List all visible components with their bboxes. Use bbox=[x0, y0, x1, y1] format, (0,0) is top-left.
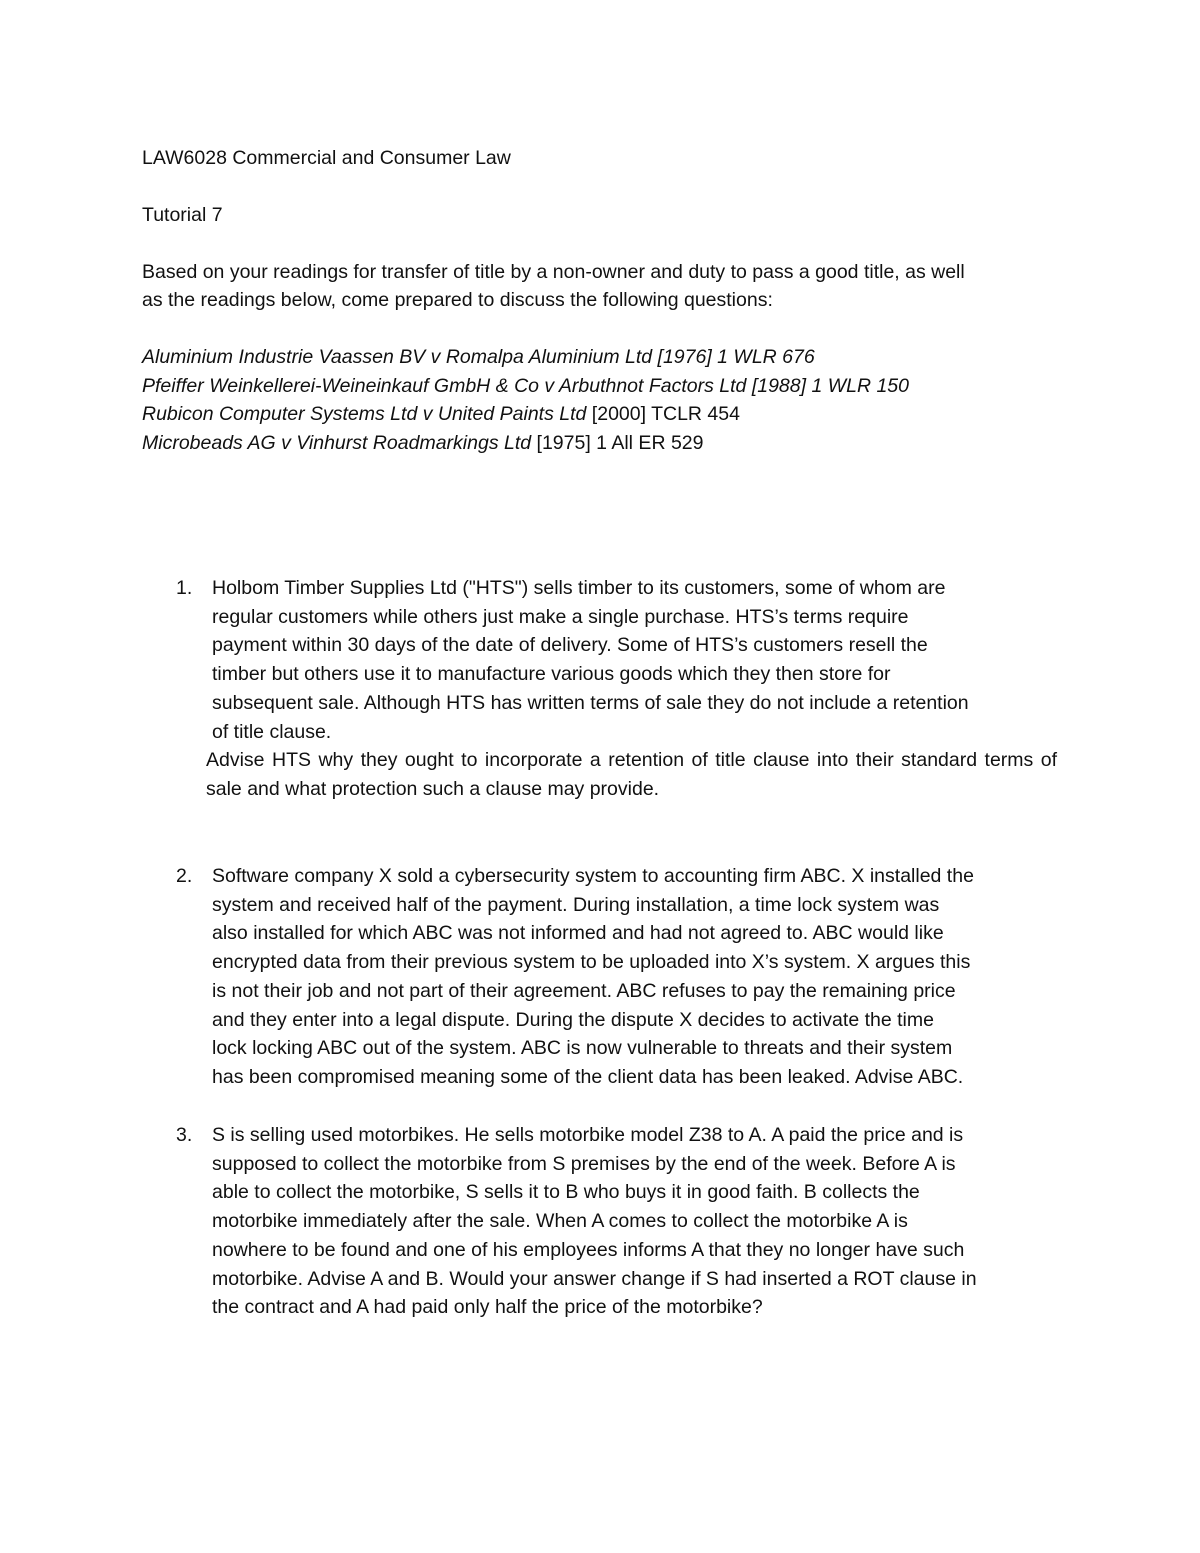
question-text: S is selling used motorbikes. He sells motorbike model Z38 to A. A paid the price and is supposed to collect the motorbike from S premises by the end of the week. Before A is able to collect the motorbike, S sells it to B who buys it in good faith. B collects the motorbike immediately after the sale. When A comes to collect the motorbike A is nowhere to be found and one of his employees informs A that they no longer have such motorbike. Advise A and B. Would your answer change if S had inserted a ROT clause in the contract and A had paid only half the price of the motorbike? bbox=[212, 1124, 977, 1319]
reading-citation: Pfeiffer Weinkellerei-Weineinkauf GmbH & Co v Arbuthnot Factors Ltd [1988] 1 WLR 150 bbox=[142, 375, 909, 397]
question-number: 3. bbox=[176, 1124, 193, 1146]
question-text: Software company X sold a cybersecurity system to accounting firm ABC. X installed the system and received half of the payment. During installation, a time lock system was also installed for which ABC was not informed and had not agreed to. ABC would like encrypted data from their previous system to be uploaded into X’s system. X argues this is not their job and not part of their agreement. ABC refuses to pay the remaining price and they enter into a legal dispute. During the dispute X decides to activate the time lock locking ABC out of the system. ABC is now vulnerable to threats and their system has been compromised meaning some of the client data has been leaked. Advise ABC. bbox=[212, 865, 974, 1088]
course-title: LAW6028 Commercial and Consumer Law bbox=[142, 147, 511, 169]
intro-line-1: Based on your readings for transfer of title by a non-owner and duty to pass a good title, as well bbox=[142, 261, 965, 283]
question-text: Holbom Timber Supplies Ltd ("HTS") sells timber to its customers, some of whom are regular customers while others just make a single purchase. HTS’s terms require payment within 30 days of the date of delivery. Some of HTS’s customers resell the timber but others use it to manufacture various goods which they then store for subsequent sale. Although HTS has written terms of sale they do not include a retention of title clause. bbox=[212, 577, 969, 743]
question-number: 1. bbox=[176, 577, 193, 599]
tutorial-heading: Tutorial 7 bbox=[142, 204, 223, 226]
question-advise-text: Advise HTS why they ought to incorporate a retention of title clause into their standard terms of sale and what protection such a clause may provide. bbox=[206, 749, 1057, 800]
question-number: 2. bbox=[176, 865, 193, 887]
reading-citation: Microbeads AG v Vinhurst Roadmarkings Ltd [1975] 1 All ER 529 bbox=[142, 432, 704, 454]
reading-citation: Aluminium Industrie Vaassen BV v Romalpa Aluminium Ltd [1976] 1 WLR 676 bbox=[142, 346, 815, 368]
intro-line-2: as the readings below, come prepared to discuss the following questions: bbox=[142, 289, 773, 311]
reading-citation: Rubicon Computer Systems Ltd v United Paints Ltd [2000] TCLR 454 bbox=[142, 403, 740, 425]
